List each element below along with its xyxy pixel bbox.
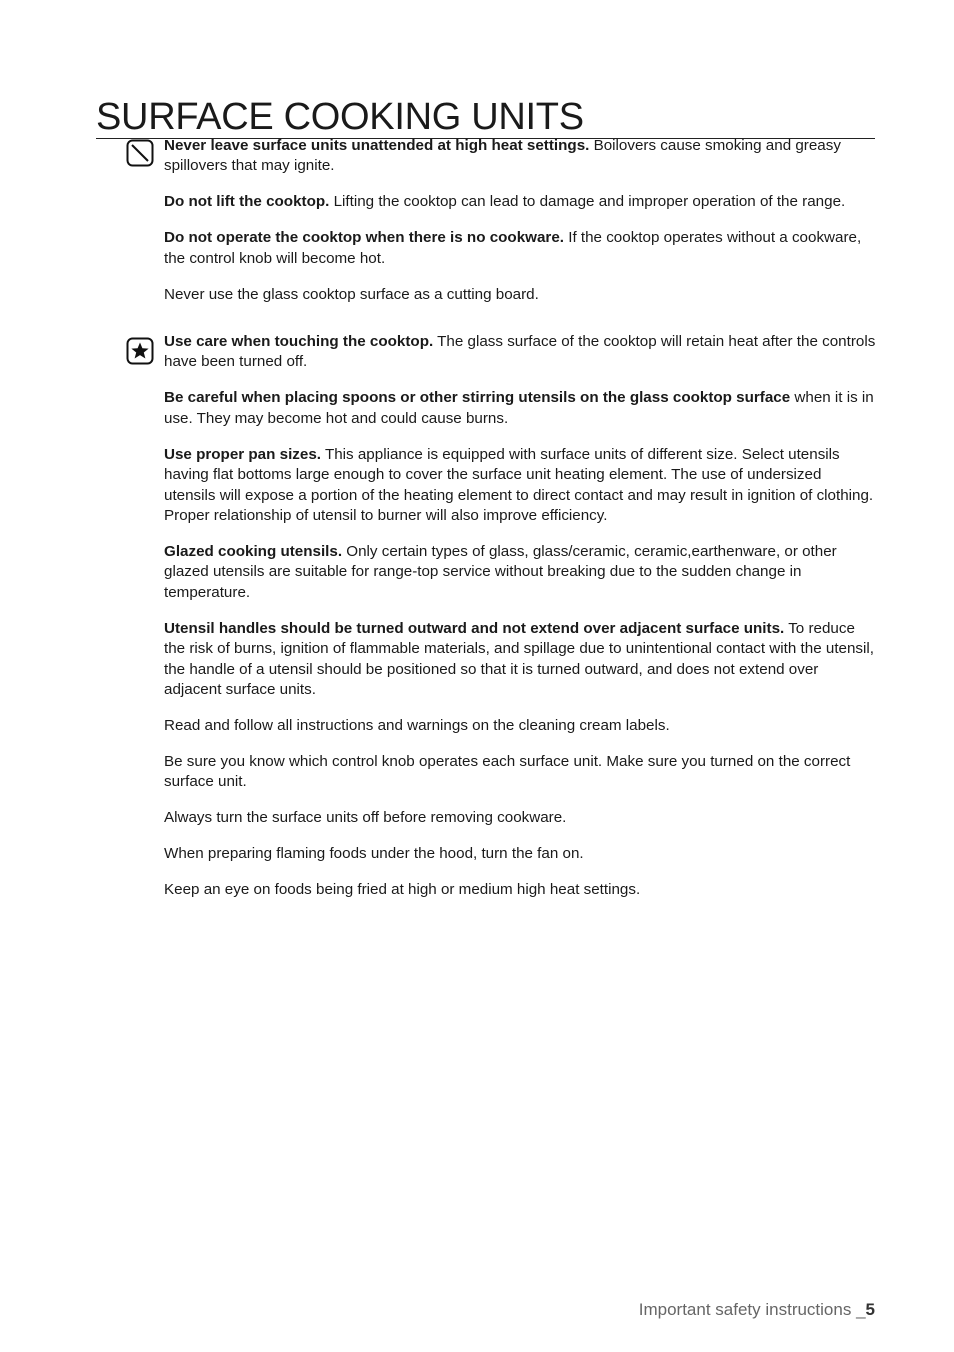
- paragraph-heading: Utensil handles should be turned outward and not extend over adjacent surface units.: [164, 619, 785, 637]
- prohibited-section: [164, 136, 876, 305]
- star-icon: [126, 337, 154, 365]
- paragraph: [164, 192, 876, 212]
- paragraph: [164, 285, 876, 305]
- paragraph-text: Never use the glass cooktop surface as a cutting board.: [164, 285, 539, 303]
- paragraph: [164, 136, 876, 177]
- prohibited-icon: [126, 139, 154, 167]
- paragraph-text: The glass surface of the cooktop will retain heat after the controls have been turned off.: [164, 333, 876, 371]
- paragraph: [164, 808, 876, 828]
- paragraph-text: when it is in use. They may become hot and could cause burns.: [164, 389, 874, 427]
- paragraph-text: This appliance is equipped with surface units of different size. Select utensils having flat bottoms large enough to cover the surface unit heating element. The use of undersized utensils will expose a portion of the heating element to direct contact and may result in ignition of clothing. Proper relationship of utensil to burner will also improve efficiency.: [164, 445, 874, 525]
- paragraph-text: Lifting the cooktop can lead to damage and improper operation of the range.: [329, 193, 846, 211]
- page-number: 5: [865, 1300, 875, 1319]
- paragraph: [164, 228, 876, 269]
- paragraph: [164, 332, 876, 373]
- paragraph-heading: Use proper pan sizes.: [164, 445, 321, 463]
- page-title: SURFACE COOKING UNITS: [96, 95, 875, 139]
- paragraph-heading: Glazed cooking utensils.: [164, 543, 343, 561]
- paragraph-text: To reduce the risk of burns, ignition of flammable materials, and spillage due to unintentional contact with the utensil, the handle of a utensil should be positioned so that it is turned outward, and does not extend over adjacent surface units.: [164, 619, 874, 699]
- paragraph-heading: Be careful when placing spoons or other stirring utensils on the glass cooktop surface: [164, 389, 791, 407]
- paragraph: [164, 844, 876, 864]
- paragraph-text: Always turn the surface units off before removing cookware.: [164, 809, 567, 827]
- paragraph: [164, 388, 876, 429]
- paragraph-text: If the cooktop operates without a cookware, the control knob will become hot.: [164, 229, 862, 267]
- page-footer: [639, 1300, 875, 1320]
- paragraph-text: Boilovers cause smoking and greasy spillovers that may ignite.: [164, 137, 841, 175]
- paragraph-text: Be sure you know which control knob operates each surface unit. Make sure you turned on the correct surface unit.: [164, 753, 851, 791]
- paragraph: [164, 880, 876, 900]
- paragraph: [164, 619, 876, 701]
- paragraph: [164, 445, 876, 527]
- footer-label: Important safety instructions _: [638, 1300, 866, 1319]
- paragraph-heading: Do not operate the cooktop when there is no cookware.: [164, 229, 564, 247]
- paragraph-heading: Do not lift the cooktop.: [164, 193, 330, 211]
- paragraph: [164, 716, 876, 736]
- paragraph: [164, 752, 876, 793]
- paragraph-text: Only certain types of glass, glass/ceramic, ceramic,earthenware, or other glazed utensils are suitable for range-top service without breaking due to the sudden change in temperature.: [164, 543, 837, 601]
- paragraph-text: Keep an eye on foods being fried at high or medium high heat settings.: [164, 881, 641, 899]
- paragraph-heading: Never leave surface units unattended at high heat settings.: [164, 137, 590, 154]
- paragraph-text: When preparing flaming foods under the hood, turn the fan on.: [164, 845, 584, 863]
- paragraph-heading: Use care when touching the cooktop.: [164, 333, 434, 350]
- paragraph: [164, 542, 876, 603]
- paragraph-text: Read and follow all instructions and warnings on the cleaning cream labels.: [164, 717, 670, 735]
- important-section: [164, 332, 876, 916]
